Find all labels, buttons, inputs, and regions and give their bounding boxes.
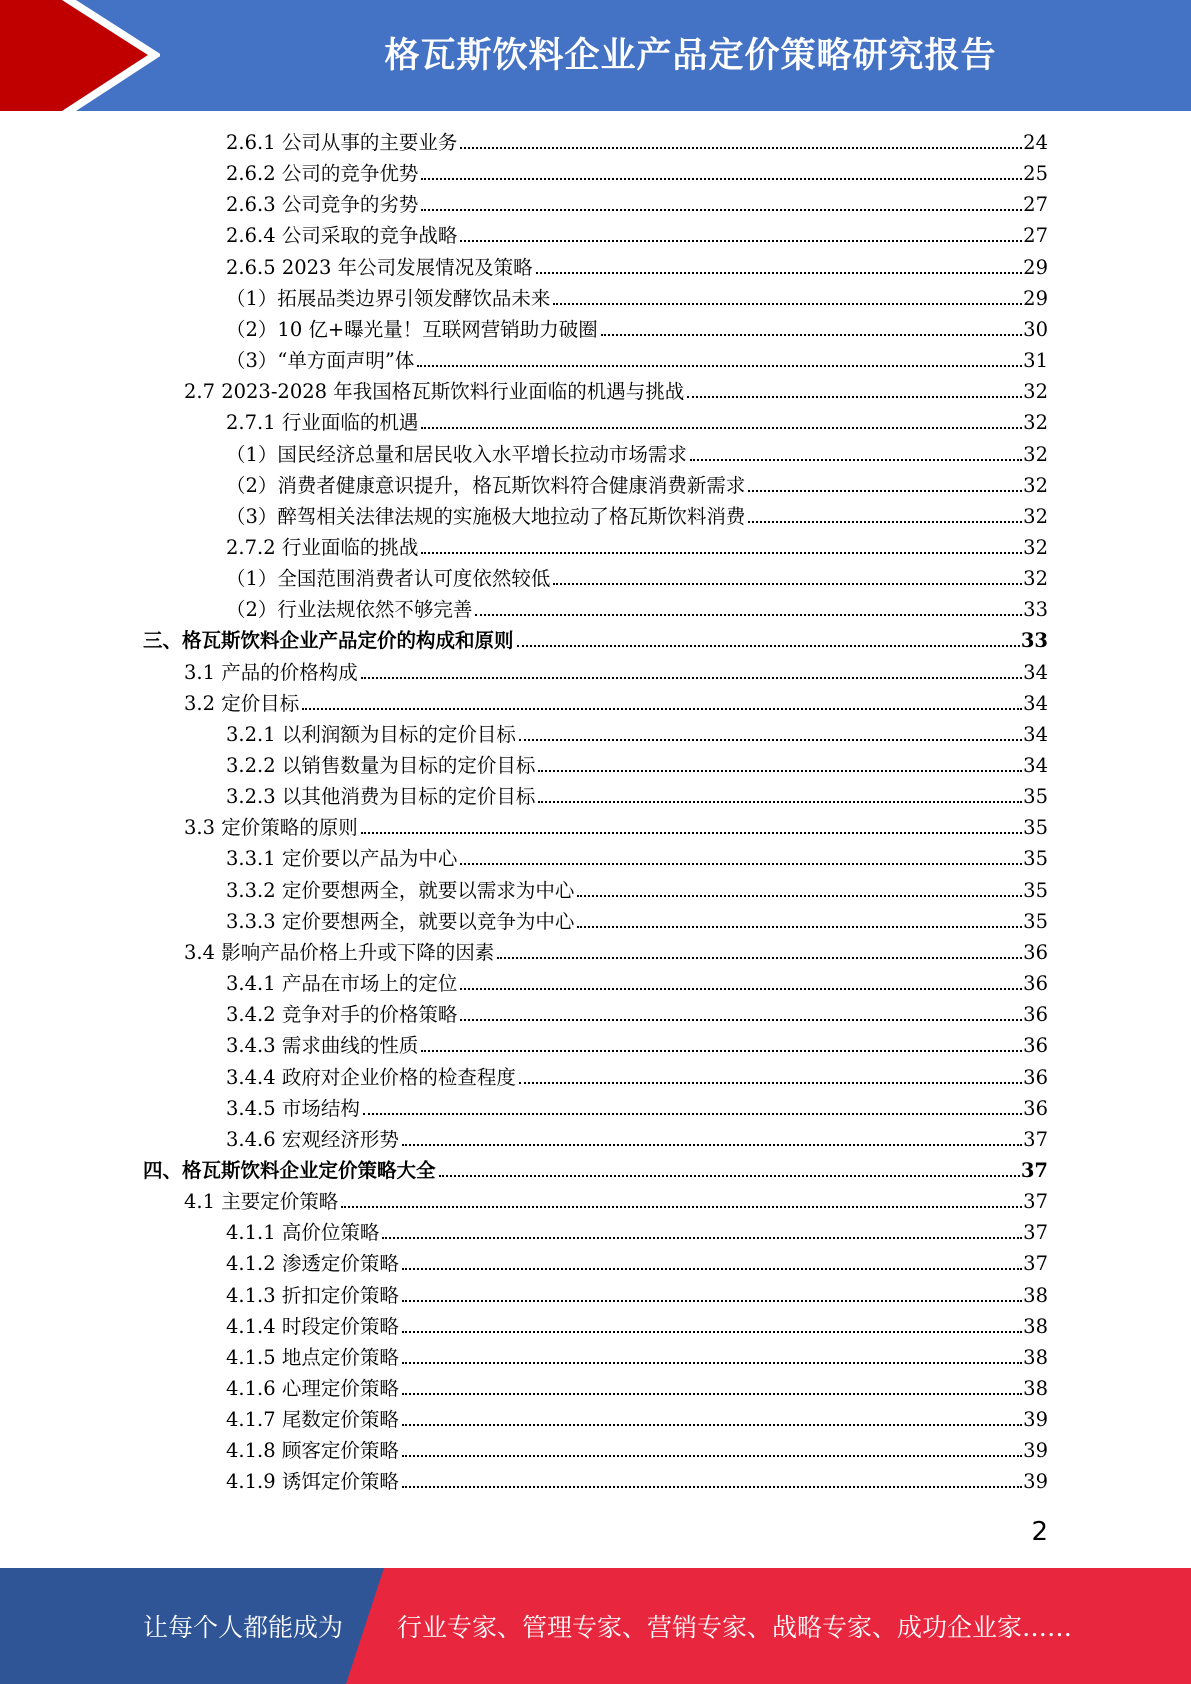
toc-entry-page: 32	[1023, 380, 1048, 404]
footer-slogan: 让每个人都能成为	[143, 1613, 344, 1642]
toc-entry[interactable]	[0, 439, 1191, 470]
toc-entry[interactable]	[0, 1155, 1191, 1186]
toc-entry[interactable]	[0, 127, 1191, 158]
toc-entry[interactable]	[0, 968, 1191, 999]
toc-entry[interactable]	[0, 501, 1191, 532]
toc-entry[interactable]	[0, 594, 1191, 625]
toc-entry-page: 32	[1023, 411, 1048, 435]
toc-entry[interactable]	[0, 470, 1191, 501]
toc-entry-page: 33	[1023, 598, 1048, 622]
toc-entry-page: 35	[1023, 816, 1048, 840]
toc-entry-title: 4.1.3 折扣定价策略	[226, 1283, 399, 1307]
toc-leader-dots	[439, 1175, 1020, 1177]
toc-entry-title: 三、格瓦斯饮料企业产品定价的构成和原则	[143, 629, 514, 653]
toc-leader-dots	[577, 926, 1022, 928]
toc-entry-page: 37	[1023, 1127, 1048, 1151]
toc-entry-page: 36	[1023, 1096, 1048, 1120]
toc-leader-dots	[748, 490, 1022, 492]
toc-entry-title: 3.2.1 以利润额为目标的定价目标	[226, 722, 516, 746]
toc-entry-title: 2.6.2 公司的竞争优势	[226, 162, 419, 186]
toc-entry-page: 32	[1023, 473, 1048, 497]
toc-leader-dots	[363, 1113, 1022, 1115]
toc-leader-dots	[361, 677, 1022, 679]
toc-leader-dots	[417, 365, 1022, 367]
toc-entry-title: （3）醉驾相关法律法规的实施极大地拉动了格瓦斯饮料消费	[226, 504, 746, 528]
toc-entry-page: 27	[1023, 224, 1048, 248]
toc-entry[interactable]	[0, 376, 1191, 407]
toc-leader-dots	[687, 396, 1022, 398]
toc-entry-page: 38	[1023, 1283, 1048, 1307]
toc-entry[interactable]	[0, 1217, 1191, 1248]
toc-entry[interactable]	[0, 1342, 1191, 1373]
toc-entry[interactable]	[0, 1373, 1191, 1404]
toc-entry-title: 四、格瓦斯饮料企业定价策略大全	[143, 1158, 436, 1182]
toc-entry-title: 2.6.5 2023 年公司发展情况及策略	[226, 255, 533, 279]
toc-leader-dots	[748, 521, 1022, 523]
toc-entry-title: 4.1.1 高价位策略	[226, 1221, 380, 1245]
toc-entry-page: 30	[1023, 317, 1048, 341]
toc-leader-dots	[460, 147, 1022, 149]
toc-entry-page: 39	[1023, 1439, 1048, 1463]
toc-entry-page: 38	[1023, 1345, 1048, 1369]
toc-entry-title: （1）拓展品类边界引领发酵饮品未来	[226, 286, 551, 310]
toc-entry-page: 39	[1023, 1408, 1048, 1432]
toc-leader-dots	[302, 708, 1022, 710]
toc-leader-dots	[421, 178, 1022, 180]
toc-leader-dots	[421, 427, 1022, 429]
toc-entry[interactable]	[0, 1248, 1191, 1279]
toc-leader-dots	[577, 895, 1022, 897]
toc-entry-page: 34	[1023, 722, 1048, 746]
toc-leader-dots	[402, 1393, 1022, 1395]
toc-entry-page: 35	[1023, 847, 1048, 871]
toc-leader-dots	[460, 988, 1022, 990]
toc-leader-dots	[538, 801, 1022, 803]
toc-entry-title: 3.4.2 竞争对手的价格策略	[226, 1003, 458, 1027]
toc-entry-page: 31	[1023, 349, 1048, 373]
toc-entry-title: 2.6.3 公司竞争的劣势	[226, 193, 419, 217]
toc-entry-title: 2.6.4 公司采取的竞争战略	[226, 224, 458, 248]
toc-entry-page: 37	[1020, 1158, 1048, 1182]
toc-entry-title: （2）10 亿+曝光量！互联网营销助力破圈	[226, 317, 598, 341]
toc-entry-title: 4.1.9 诱饵定价策略	[226, 1470, 399, 1494]
toc-entry[interactable]	[0, 1062, 1191, 1093]
toc-entry-title: 4.1.5 地点定价策略	[226, 1345, 399, 1369]
report-title: 格瓦斯饮料企业产品定价策略研究报告	[384, 35, 997, 76]
toc-entry-title: 2.7 2023-2028 年我国格瓦斯饮料行业面临的机遇与挑战	[184, 380, 685, 404]
toc-entry-title: 4.1.8 顾客定价策略	[226, 1439, 399, 1463]
toc-leader-dots	[402, 1144, 1022, 1146]
toc-entry-page: 39	[1023, 1470, 1048, 1494]
toc-entry[interactable]	[0, 843, 1191, 874]
header-chevron-icon	[0, 0, 160, 111]
toc-entry[interactable]	[0, 937, 1191, 968]
toc-leader-dots	[361, 832, 1022, 834]
toc-entry[interactable]	[0, 1311, 1191, 1342]
toc-entry-page: 36	[1023, 1065, 1048, 1089]
toc-entry[interactable]	[0, 812, 1191, 843]
toc-entry-title: 2.6.1 公司从事的主要业务	[226, 131, 458, 154]
toc-leader-dots	[553, 583, 1022, 585]
page-footer	[0, 1568, 1191, 1684]
toc-entry-page: 32	[1023, 442, 1048, 466]
toc-entry-page: 37	[1023, 1190, 1048, 1214]
toc-entry-title: 4.1.7 尾数定价策略	[226, 1408, 399, 1432]
toc-entry[interactable]	[0, 750, 1191, 781]
toc-entry[interactable]	[0, 688, 1191, 719]
toc-leader-dots	[517, 645, 1020, 647]
toc-entry-title: 3.4 影响产品价格上升或下降的因素	[184, 940, 495, 964]
toc-entry-page: 32	[1023, 567, 1048, 591]
toc-entry[interactable]	[0, 283, 1191, 314]
toc-entry-title: 3.4.5 市场结构	[226, 1096, 360, 1120]
toc-entry-page: 34	[1023, 660, 1048, 684]
toc-entry-page: 24	[1023, 131, 1048, 154]
toc-entry[interactable]	[0, 1186, 1191, 1217]
toc-leader-dots	[402, 1455, 1022, 1457]
toc-leader-dots	[421, 1050, 1022, 1052]
toc-entry-title: （2）行业法规依然不够完善	[226, 598, 473, 622]
toc-entry[interactable]	[0, 563, 1191, 594]
toc-leader-dots	[519, 1082, 1022, 1084]
toc-entry[interactable]	[0, 252, 1191, 283]
toc-entry-page: 37	[1023, 1221, 1048, 1245]
toc-entry-title: （1）国民经济总量和居民收入水平增长拉动市场需求	[226, 442, 687, 466]
toc-entry-page: 34	[1023, 691, 1048, 715]
toc-entry-title: 4.1.2 渗透定价策略	[226, 1252, 399, 1276]
toc-entry[interactable]	[0, 1404, 1191, 1435]
toc-leader-dots	[402, 1268, 1022, 1270]
toc-entry-page: 38	[1023, 1314, 1048, 1338]
toc-entry-title: 3.3 定价策略的原则	[184, 816, 358, 840]
toc-entry-title: 4.1.6 心理定价策略	[226, 1377, 399, 1400]
toc-entry[interactable]	[0, 345, 1191, 376]
toc-entry-title: 3.3.1 定价要以产品为中心	[226, 847, 458, 871]
toc-entry[interactable]	[0, 625, 1191, 656]
toc-leader-dots	[421, 209, 1022, 211]
toc-entry-page: 36	[1023, 940, 1048, 964]
toc-entry-title: 3.4.4 政府对企业价格的检查程度	[226, 1065, 516, 1089]
toc-entry[interactable]	[0, 906, 1191, 937]
toc-leader-dots	[402, 1424, 1022, 1426]
toc-entry-title: 3.2.2 以销售数量为目标的定价目标	[226, 754, 536, 777]
page-number: 2	[1031, 1517, 1048, 1547]
toc-entry-page: 32	[1023, 535, 1048, 559]
toc-leader-dots	[460, 1019, 1022, 1021]
toc-entry-title: 3.1 产品的价格构成	[184, 660, 358, 684]
toc-entry-page: 35	[1023, 909, 1048, 933]
toc-entry-title: 2.7.1 行业面临的机遇	[226, 411, 419, 435]
toc-entry[interactable]	[0, 314, 1191, 345]
toc-entry-page: 29	[1023, 255, 1048, 279]
toc-leader-dots	[460, 863, 1022, 865]
toc-entry-title: （3）“单方面声明”体	[226, 349, 415, 373]
toc-entry[interactable]	[0, 1030, 1191, 1061]
toc-leader-dots	[341, 1206, 1022, 1208]
toc-entry-page: 37	[1023, 1252, 1048, 1276]
toc-leader-dots	[402, 1362, 1022, 1364]
toc-leader-dots	[382, 1237, 1022, 1239]
toc-entry-title: 4.1 主要定价策略	[184, 1190, 339, 1214]
toc-leader-dots	[460, 240, 1022, 242]
toc-entry[interactable]	[0, 189, 1191, 220]
toc-leader-dots	[690, 459, 1022, 461]
toc-entry-page: 35	[1023, 785, 1048, 809]
toc-entry-page: 34	[1023, 754, 1048, 777]
page-header	[0, 0, 1191, 111]
toc-entry[interactable]	[0, 1093, 1191, 1124]
toc-entry[interactable]	[0, 781, 1191, 812]
toc-leader-dots	[519, 739, 1022, 741]
toc-entry-page: 25	[1023, 162, 1048, 186]
toc-entry-page: 35	[1023, 878, 1048, 902]
toc-leader-dots	[402, 1331, 1022, 1333]
toc-entry-title: 3.4.1 产品在市场上的定位	[226, 972, 458, 996]
toc-entry-page: 32	[1023, 504, 1048, 528]
toc-entry[interactable]	[0, 220, 1191, 251]
toc-entry[interactable]	[0, 1280, 1191, 1311]
toc-leader-dots	[421, 552, 1022, 554]
toc-entry-title: 3.3.2 定价要想两全，就要以需求为中心	[226, 878, 575, 902]
toc-leader-dots	[601, 334, 1022, 336]
toc-entry[interactable]	[0, 1124, 1191, 1155]
toc-entry[interactable]	[0, 1435, 1191, 1466]
footer-tagline: 行业专家、管理专家、营销专家、战略专家、成功企业家……	[397, 1613, 1073, 1642]
toc-leader-dots	[402, 1300, 1022, 1302]
toc-entry-title: 3.4.6 宏观经济形势	[226, 1127, 399, 1151]
toc-leader-dots	[475, 614, 1022, 616]
toc-entry-title: 4.1.4 时段定价策略	[226, 1314, 399, 1338]
toc-entry-page: 38	[1023, 1377, 1048, 1400]
toc-entry[interactable]	[0, 657, 1191, 688]
toc-entry-title: 3.2 定价目标	[184, 691, 300, 715]
toc-leader-dots	[536, 272, 1023, 274]
toc-entry[interactable]	[0, 407, 1191, 438]
toc-entry-title: 3.3.3 定价要想两全，就要以竞争为中心	[226, 909, 575, 933]
toc-entry[interactable]	[0, 719, 1191, 750]
toc-entry[interactable]	[0, 1466, 1191, 1497]
toc-entry-title: （2）消费者健康意识提升，格瓦斯饮料符合健康消费新需求	[226, 473, 746, 497]
toc-entry-page: 36	[1023, 1003, 1048, 1027]
toc-entry-title: 3.2.3 以其他消费为目标的定价目标	[226, 785, 536, 809]
toc-entry[interactable]	[0, 875, 1191, 906]
toc-entry-page: 27	[1023, 193, 1048, 217]
toc-entry-page: 33	[1020, 629, 1048, 653]
toc-entry-title: 3.4.3 需求曲线的性质	[226, 1034, 419, 1058]
toc-entry[interactable]	[0, 999, 1191, 1030]
toc-entry-page: 29	[1023, 286, 1048, 310]
toc-entry-title: 2.7.2 行业面临的挑战	[226, 535, 419, 559]
toc-entry-page: 36	[1023, 972, 1048, 996]
toc-entry[interactable]	[0, 158, 1191, 189]
toc-leader-dots	[553, 303, 1022, 305]
toc-entry[interactable]	[0, 532, 1191, 563]
toc-leader-dots	[497, 957, 1022, 959]
toc-entry-title: （1）全国范围消费者认可度依然较低	[226, 567, 551, 591]
toc-leader-dots	[402, 1486, 1022, 1488]
toc-entry-page: 36	[1023, 1034, 1048, 1058]
toc-leader-dots	[538, 770, 1022, 772]
